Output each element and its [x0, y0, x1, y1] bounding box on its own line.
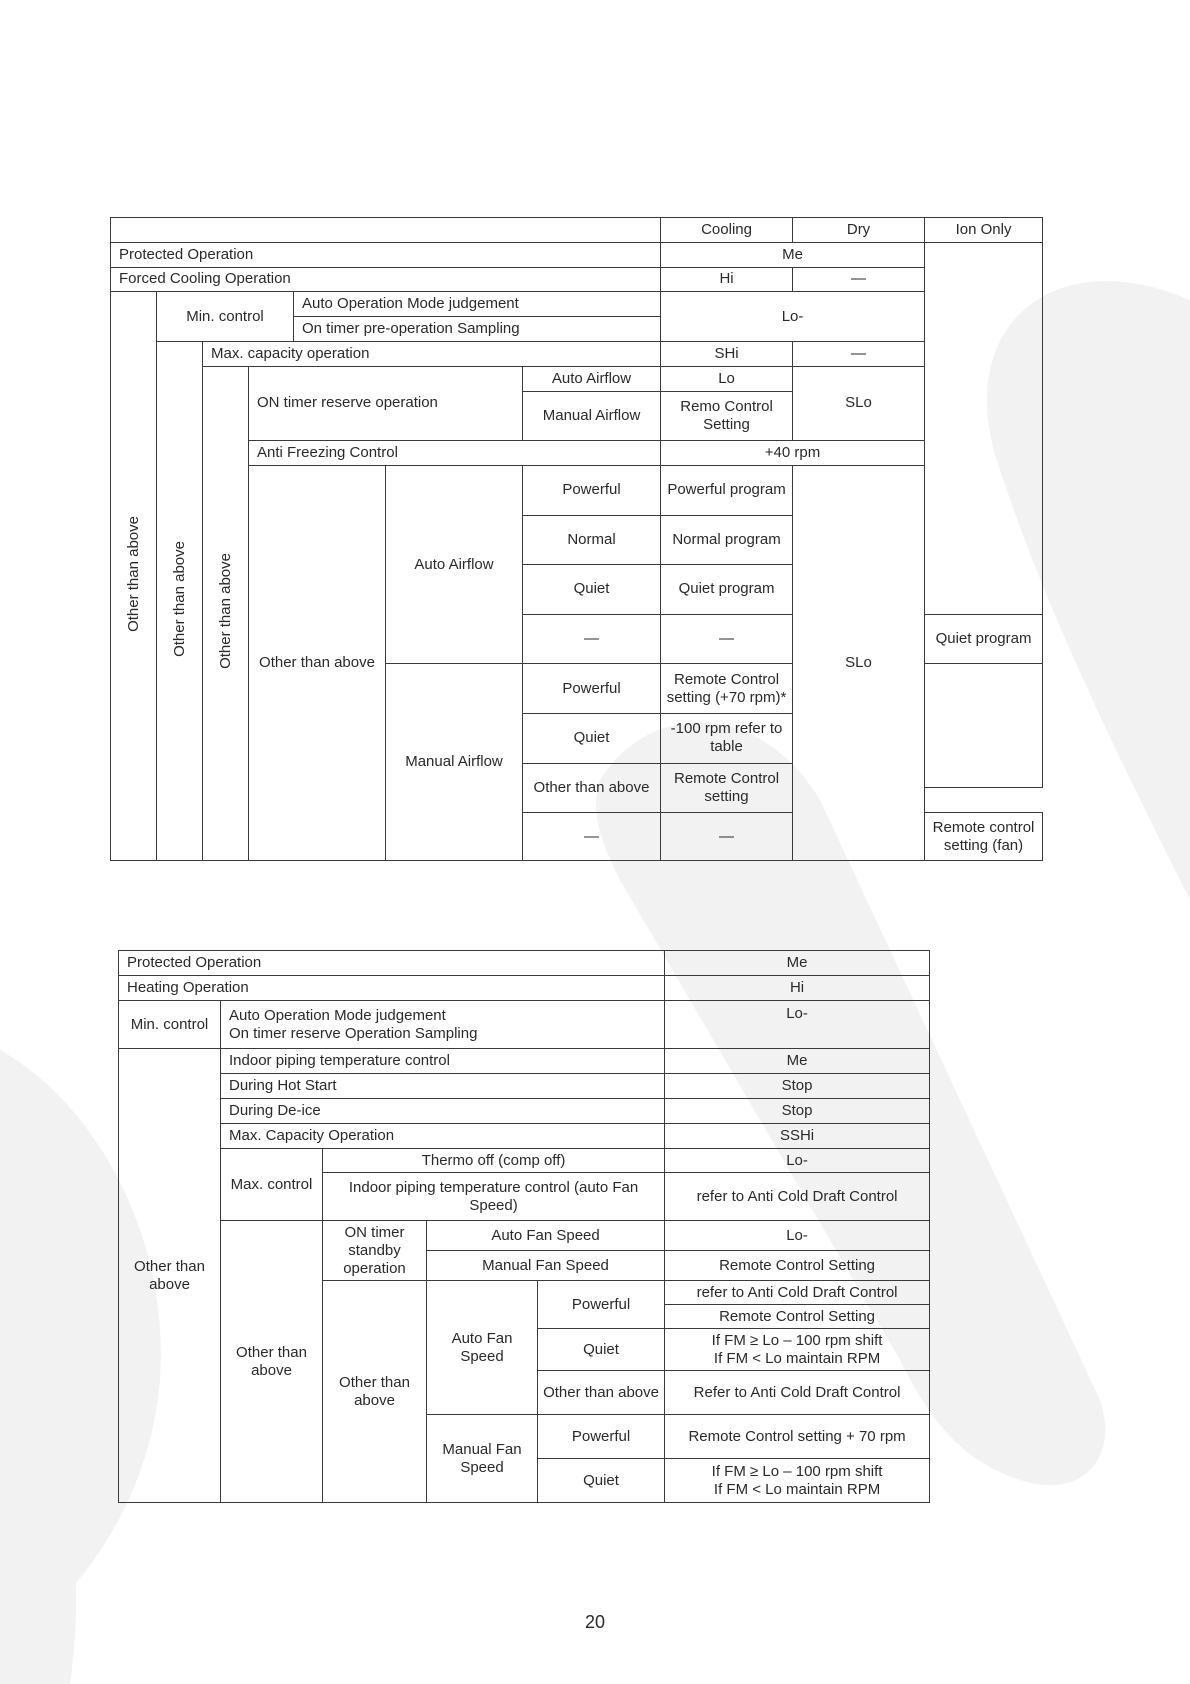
rule-text: If FM ≥ Lo – 100 rpm shift [711, 1462, 883, 1480]
cooling-fan-speed-table [110, 217, 1043, 861]
table-row [119, 951, 930, 976]
table-cell: Stop [665, 1074, 930, 1099]
row-label: During De-ice [221, 1099, 665, 1124]
table-row [119, 976, 930, 1001]
table-cell: Lo- [665, 1221, 930, 1251]
vertical-label: Other than above [203, 366, 249, 860]
table-cell: Quiet program [925, 614, 1043, 664]
table-cell: Remote Control setting + 70 rpm [665, 1415, 930, 1459]
table-cell: Remote control setting (fan) [925, 813, 1043, 861]
row-label: Auto Operation Mode judgement [229, 1006, 446, 1024]
table-cell: Refer to Anti Cold Draft Control [665, 1371, 930, 1415]
table-cell [665, 1459, 930, 1503]
table-cell: refer to Anti Cold Draft Control [665, 1281, 930, 1305]
row-label: Min. control [157, 292, 294, 342]
row-label: Thermo off (comp off) [323, 1149, 665, 1173]
table-row [119, 1149, 930, 1173]
row-label: Max. Capacity Operation [221, 1124, 665, 1149]
table-cell: Powerful program [661, 465, 793, 515]
row-label: Forced Cooling Operation [111, 267, 661, 292]
table-cell: -100 rpm refer to table [661, 713, 793, 763]
table-cell: Auto Airflow [523, 366, 661, 391]
row-label: On timer reserve Operation Sampling [229, 1024, 478, 1042]
row-label: Manual Airflow [386, 664, 523, 861]
table-row [111, 465, 1043, 490]
table-cell: Quiet [523, 565, 661, 615]
table-cell: — [523, 813, 661, 861]
table-cell: SLo [793, 465, 925, 860]
header-dry: Dry [793, 218, 925, 243]
table-cell: Lo- [661, 292, 925, 342]
table-cell: Quiet program [661, 565, 793, 615]
table-cell: Me [665, 1049, 930, 1074]
rule-text: If FM < Lo maintain RPM [713, 1349, 881, 1367]
table-cell: Other than above [538, 1371, 665, 1415]
table-row [111, 341, 1043, 366]
table-cell: Lo- [665, 1001, 930, 1049]
table-cell: Remote Control Setting [665, 1251, 930, 1281]
row-label: Auto Airflow [386, 465, 523, 663]
table-cell: — [793, 341, 925, 366]
row-label: Manual Fan Speed [427, 1251, 665, 1281]
header-ion-only: Ion Only [925, 218, 1043, 243]
vertical-label: Other than above [111, 292, 157, 861]
table-cell: Quiet [523, 713, 661, 763]
table-row [119, 1099, 930, 1124]
table-cell [111, 218, 661, 243]
heating-fan-speed-table [118, 950, 930, 1503]
table-row [111, 366, 1043, 391]
table-cell: Remote Control Setting [665, 1305, 930, 1329]
row-label: Auto Fan Speed [427, 1221, 665, 1251]
row-label: ON timer standby operation [323, 1221, 427, 1281]
table-cell: refer to Anti Cold Draft Control [665, 1173, 930, 1221]
table-cell: Hi [665, 976, 930, 1001]
table-row [119, 1001, 930, 1049]
row-label: Anti Freezing Control [249, 441, 661, 466]
rule-text: If FM ≥ Lo – 100 rpm shift [711, 1331, 883, 1349]
table-row [119, 1221, 930, 1251]
row-label: Max. capacity operation [203, 341, 661, 366]
table-cell: Lo [661, 366, 793, 391]
table-cell: Quiet [538, 1459, 665, 1503]
row-label: Other than above [119, 1049, 221, 1503]
table-cell: Quiet [538, 1329, 665, 1371]
table-cell: SHi [661, 341, 793, 366]
table-cell: Powerful [523, 664, 661, 714]
table-cell: Remo Control Setting [661, 391, 793, 441]
rule-text: If FM < Lo maintain RPM [713, 1480, 881, 1498]
table-cell: — [523, 614, 661, 664]
row-label: Protected Operation [119, 951, 665, 976]
table-cell: Powerful [538, 1281, 665, 1329]
table-cell: — [661, 614, 793, 664]
table-cell: SSHi [665, 1124, 930, 1149]
table-cell: Powerful [523, 465, 661, 515]
table-row [119, 1049, 930, 1074]
row-label: Auto Fan Speed [427, 1281, 538, 1415]
row-label: Indoor piping temperature control (auto Fan Speed) [323, 1173, 665, 1221]
table-cell: Me [665, 951, 930, 976]
table-cell: Hi [661, 267, 793, 292]
table-cell: — [793, 267, 925, 292]
row-label: Max. control [221, 1149, 323, 1221]
table-cell: +40 rpm [661, 441, 925, 466]
row-label: Auto Operation Mode judgement [294, 292, 661, 317]
table-cell: Remote Control setting [661, 763, 793, 813]
vertical-label: Other than above [157, 341, 203, 860]
row-label: Indoor piping temperature control [221, 1049, 665, 1074]
row-label [221, 1001, 665, 1049]
table-row [119, 1124, 930, 1149]
table-cell: Stop [665, 1099, 930, 1124]
table-row [111, 242, 1043, 267]
table-row [119, 1074, 930, 1099]
table-cell: — [661, 813, 793, 861]
table-cell: Normal program [661, 515, 793, 565]
table-cell: Manual Airflow [523, 391, 661, 441]
row-label: Protected Operation [111, 242, 661, 267]
table-row [111, 441, 1043, 466]
table-cell: Powerful [538, 1415, 665, 1459]
row-label: On timer pre-operation Sampling [294, 317, 661, 342]
table-cell: Other than above [523, 763, 661, 813]
row-label: Min. control [119, 1001, 221, 1049]
table-cell [665, 1329, 930, 1371]
row-label: Other than above [221, 1221, 323, 1503]
table-cell [925, 664, 1043, 788]
row-label: Manual Fan Speed [427, 1415, 538, 1503]
page-number: 20 [584, 1612, 606, 1632]
table-cell: Normal [523, 515, 661, 565]
table-cell: Remote Control setting (+70 rpm)* [661, 664, 793, 714]
table-cell: SLo [793, 366, 925, 440]
row-label: Other than above [249, 465, 386, 860]
table-cell: Lo- [665, 1149, 930, 1173]
row-label: During Hot Start [221, 1074, 665, 1099]
table-cell: Me [661, 242, 925, 267]
header-cooling: Cooling [661, 218, 793, 243]
table-row [111, 218, 1043, 243]
row-label: Heating Operation [119, 976, 665, 1001]
row-label: ON timer reserve operation [249, 366, 523, 440]
table-row [111, 267, 1043, 292]
row-label: Other than above [323, 1281, 427, 1503]
table-cell [925, 242, 1043, 614]
table-row [111, 292, 1043, 317]
